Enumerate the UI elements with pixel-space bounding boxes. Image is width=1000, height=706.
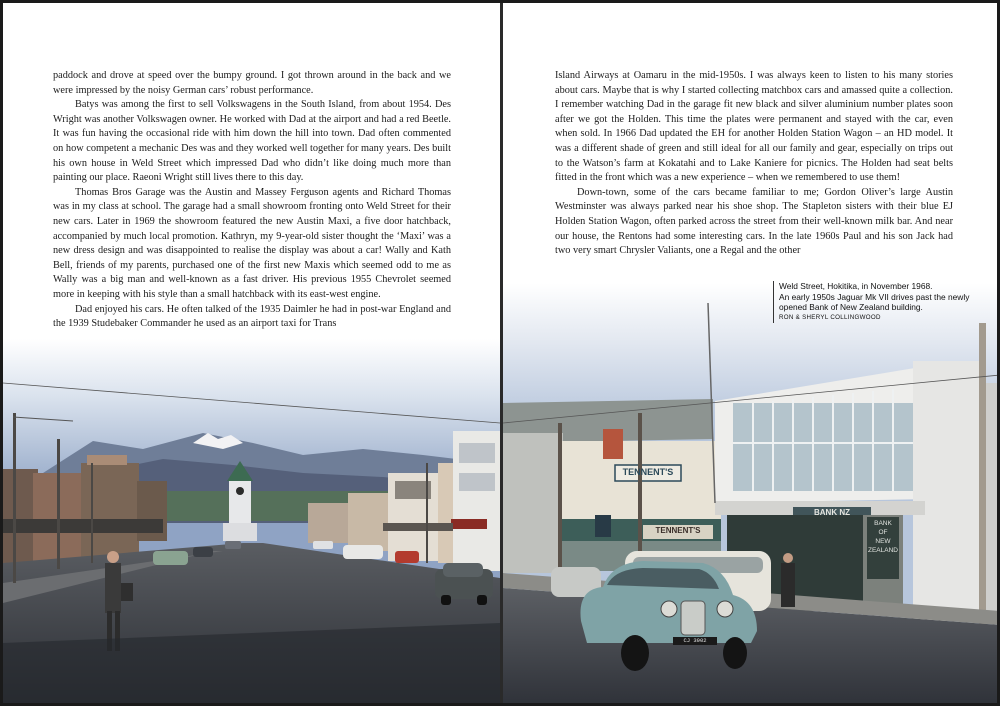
bank-panel-line-3: NEW	[875, 538, 891, 545]
right-page	[503, 3, 1000, 703]
bank-fascia-sign: BANK NZ	[814, 508, 850, 517]
bank-panel-line-2: OF	[878, 529, 888, 536]
left-paragraph-2: Batys was among the first to sell Volkswagens in the South Island, from about 1954. Des Wright was another Volkswagen owner. He worked with Dad at the airport and had a red Beetle. It was fun having the occasional ride with him down the hill into town. Dad often commented on how competent a mechanic Des was and they worked well together for many years. Des built his own house in Weld Street which impressed Dad who didn’t like doing much more than painting our place. Raeoni Wright still lives there to this day.	[53, 99, 451, 184]
right-paragraph-2: Down-town, some of the cars became familiar to me; Gordon Oliver’s large Austin Westminster was always parked near his shoe shop. The Stapleton sisters with their blue EJ Holden Station Wagon, often parked across the street from their well-known milk bar. And near our house, the Rentons had some interesting cars. In the late 1960s Paul and his son Jack had two very smart Chrysler Valiants, one a Regal and the other	[555, 186, 953, 257]
left-body-text	[53, 69, 451, 332]
caption-line-2: An early 1950s Jaguar Mk VII drives past the newly opened Bank of New Zealand building.	[779, 291, 970, 313]
caption-credit: RON & SHERYL COLLINGWOOD	[779, 313, 881, 321]
jaguar-number-plate: CJ 3902	[683, 637, 707, 644]
left-paragraph-1: paddock and drove at speed over the bumpy ground. I got thrown around in the back and we were impressed by the noisy German cars’ robust performance.	[53, 70, 451, 96]
left-paragraph-4: Dad enjoyed his cars. He often talked of the 1935 Daimler he had in post-war England and the 1939 Studebaker Commander he used as an airport taxi for Trans	[53, 303, 451, 330]
bank-panel-line-4: ZEALAND	[868, 547, 898, 554]
caption-line-1: Weld Street, Hokitika, in November 1968.	[779, 281, 933, 291]
photo-caption	[773, 281, 973, 323]
book-gutter	[500, 3, 503, 703]
tennents-sign-lower: TENNENT'S	[655, 526, 701, 535]
left-page	[3, 3, 500, 703]
left-paragraph-3: Thomas Bros Garage was the Austin and Massey Ferguson agents and Richard Thomas was in my class at school. The garage had a small showroom fronting onto Weld Street for their new cars. Later in 1969 the showroom featured the new Austin Maxi, a five door hatchback, accompanied by much local promotion. Kathryn, my 9-year-old sister thought the ‘Maxi’ was a new dress design and was disappointed to realise the display was about a car! Wally and Kath Bell, friends of my parents, purchased one of the first new Maxis which seemed odd to me as Wally was a big man and well-known as a fast driver. His previous 1955 Chevrolet seemed more in keeping with his style than a small hatchback with its east-west engine.	[53, 186, 451, 300]
right-body-text	[555, 69, 953, 259]
right-paragraph-1: Island Airways at Oamaru in the mid-1950s. I was always keen to listen to his many stories about cars. Maybe that is why I started collecting matchbox cars and amassed quite a collection. I remember watching Dad in the garage fit new black and silver aluminium number plates soon after we got the Holden. This time the plates were permanent and stayed with the car, even when sold. In 1966 Dad updated the EH for another Holden Station Wagon – an HD model. It was a different shade of green and still ideal for all our family and gear, especially on trips out to the Watson’s farm at Kokatahi and to Lake Kaniere for picnics. The Holden had seat belts fitted in the front which was a new experience – when we remembered to use them!	[555, 70, 953, 184]
tennents-sign-top: TENNENT'S	[622, 467, 674, 477]
bank-panel-line-1: BANK	[874, 520, 892, 527]
bank-panel-sign	[867, 519, 899, 555]
